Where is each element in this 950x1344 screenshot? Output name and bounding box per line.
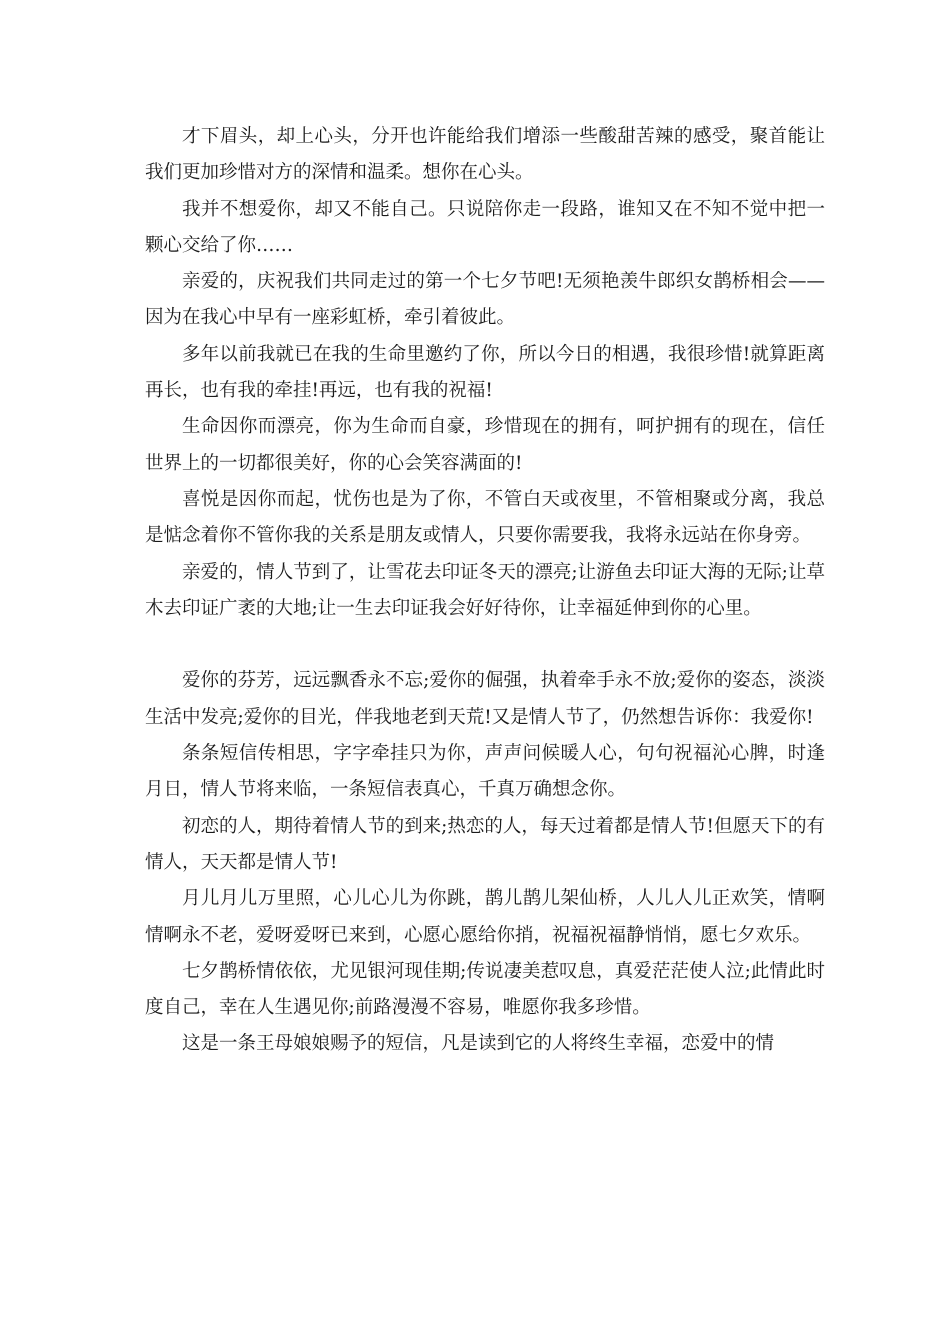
paragraph-5: 生命因你而漂亮，你为生命而自豪，珍惜现在的拥有，呵护拥有的现在，信任世界上的一切都很美好，你的心会笑容满面的! — [145, 416, 825, 474]
paragraph-spacer — [145, 627, 825, 663]
paragraph-11: 月儿月儿万里照，心儿心儿为你跳，鹊儿鹊儿架仙桥，人儿人儿正欢笑，情啊情啊永不老，爱呀爱呀已来到，心愿心愿给你捎，祝福祝福静悄悄，愿七夕欢乐。 — [145, 888, 825, 946]
paragraph-12: 七夕鹊桥情依依，尤见银河现佳期;传说凄美惹叹息，真爱茫茫使人泣;此情此时度自己，幸在人生遇见你;前路漫漫不容易，唯愿你我多珍惜。 — [145, 960, 825, 1019]
paragraph-8: 爱你的芬芳，远远飘香永不忘;爱你的倔强，执着牵手永不放;爱你的姿态，淡淡生活中发亮;爱你的目光，伴我地老到天荒!又是情人节了，仍然想告诉你：我爱你! — [145, 670, 825, 728]
paragraph-3: 亲爱的，庆祝我们共同走过的第一个七夕节吧!无须艳羡牛郎织女鹊桥相会——因为在我心中早有一座彩虹桥，牵引着彼此。 — [145, 271, 825, 329]
paragraph-10: 初恋的人，期待着情人节的到来;热恋的人，每天过着都是情人节!但愿天下的有情人，天天都是情人节! — [145, 815, 825, 873]
paragraph-9: 条条短信传相思，字字牵挂只为你，声声问候暖人心，句句祝福沁心脾，时逢月日，情人节将来临，一条短信表真心，千真万确想念你。 — [145, 743, 825, 801]
paragraph-7: 亲爱的，情人节到了，让雪花去印证冬天的漂亮;让游鱼去印证大海的无际;让草木去印证广袤的大地;让一生去印证我会好好待你，让幸福延伸到你的心里。 — [145, 561, 825, 619]
paragraph-6: 喜悦是因你而起，忧伤也是为了你，不管白天或夜里，不管相聚或分离，我总是惦念着你不管你我的关系是朋友或情人，只要你需要我，我将永远站在你身旁。 — [145, 488, 825, 547]
paragraph-13: 这是一条王母娘娘赐予的短信，凡是读到它的人将终生幸福，恋爱中的情 — [182, 1033, 775, 1055]
body-text — [145, 119, 825, 1063]
paragraph-1: 才下眉头，却上心头，分开也许能给我们增添一些酸甜苦辣的感受，聚首能让我们更加珍惜对方的深情和温柔。想你在心头。 — [145, 126, 825, 184]
paragraph-2: 我并不想爱你，却又不能自己。只说陪你走一段路，谁知又在不知不觉中把一颗心交给了你…… — [145, 198, 825, 256]
paragraph-4: 多年以前我就已在我的生命里邀约了你，所以今日的相遇，我很珍惜!就算距离再长，也有我的牵挂!再远，也有我的祝福! — [145, 343, 825, 402]
